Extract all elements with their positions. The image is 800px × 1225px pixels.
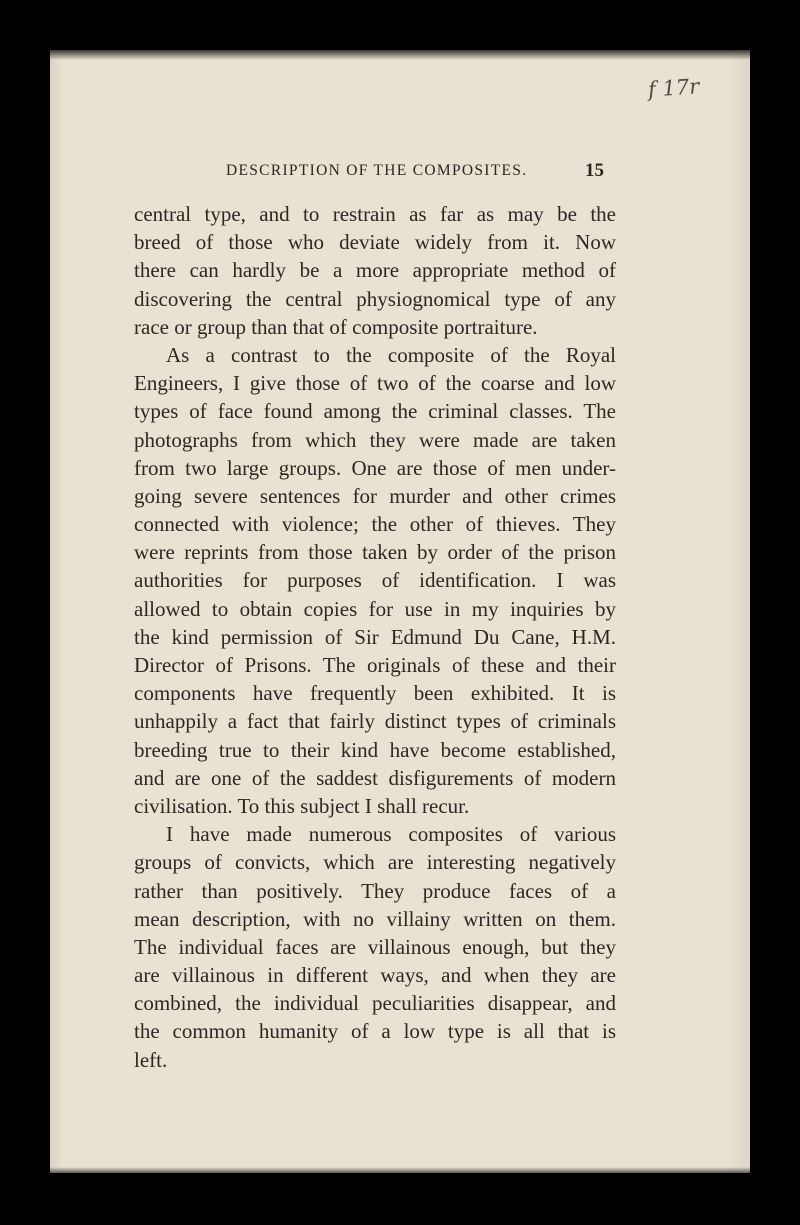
text-line: the common humanity of a low type is all that is bbox=[134, 1019, 616, 1044]
text-line: mean description, with no villainy written on them. bbox=[134, 906, 616, 931]
text-line: going severe sentences for murder and other crimes bbox=[134, 483, 616, 508]
text-line: were reprints from those taken by order of the prison bbox=[134, 540, 616, 565]
page-bottom-shadow bbox=[50, 1167, 750, 1173]
running-title: DESCRIPTION OF THE COMPOSITES. bbox=[226, 162, 528, 179]
text-line: As a contrast to the composite of the Royal bbox=[166, 342, 616, 367]
text-line: and are one of the saddest disfigurements of modern bbox=[134, 765, 616, 790]
text-line: from two large groups. One are those of men under- bbox=[134, 455, 616, 480]
text-line: discovering the central physiognomical type of any bbox=[134, 286, 616, 311]
running-head bbox=[134, 162, 604, 184]
text-line: civilisation. To this subject I shall recur. bbox=[134, 793, 470, 818]
text-line: race or group than that of composite portraiture. bbox=[134, 314, 538, 339]
text-line: the kind permission of Sir Edmund Du Cane, H.M. bbox=[134, 624, 616, 649]
text-line: combined, the individual peculiarities disappear, and bbox=[134, 991, 616, 1016]
text-line: Director of Prisons. The originals of these and their bbox=[134, 653, 616, 677]
text-line: authorities for purposes of identification. I was bbox=[134, 568, 616, 593]
text-line: components have frequently been exhibited. It is bbox=[134, 681, 616, 706]
text-line: rather than positively. They produce faces of a bbox=[134, 878, 616, 903]
page-number: 15 bbox=[585, 160, 604, 181]
text-line: Engineers, I give those of two of the coarse and low bbox=[134, 371, 616, 396]
text-line: photographs from which they were made are taken bbox=[134, 427, 616, 452]
body-text bbox=[134, 200, 616, 1074]
book-page bbox=[50, 50, 750, 1173]
text-line: left. bbox=[134, 1047, 168, 1072]
text-line: The individual faces are villainous enough, but they bbox=[134, 934, 616, 959]
text-line: there can hardly be a more appropriate method of bbox=[134, 258, 616, 283]
text-line: breed of those who deviate widely from it. Now bbox=[134, 230, 616, 255]
text-line: types of face found among the criminal classes. The bbox=[134, 399, 616, 424]
handwritten-shelfmark: f 17r bbox=[647, 74, 700, 102]
text-line: groups of convicts, which are interesting negatively bbox=[134, 850, 616, 875]
text-line: breeding true to their kind have become established, bbox=[134, 737, 616, 762]
page-top-shadow bbox=[50, 50, 750, 60]
text-line: connected with violence; the other of thieves. They bbox=[134, 512, 616, 537]
text-line: are villainous in different ways, and when they are bbox=[134, 963, 616, 988]
text-line: unhappily a fact that fairly distinct types of criminals bbox=[134, 709, 616, 734]
text-line: central type, and to restrain as far as may be the bbox=[134, 202, 616, 226]
text-line: I have made numerous composites of various bbox=[166, 822, 616, 847]
text-line: allowed to obtain copies for use in my inquiries by bbox=[134, 596, 616, 621]
